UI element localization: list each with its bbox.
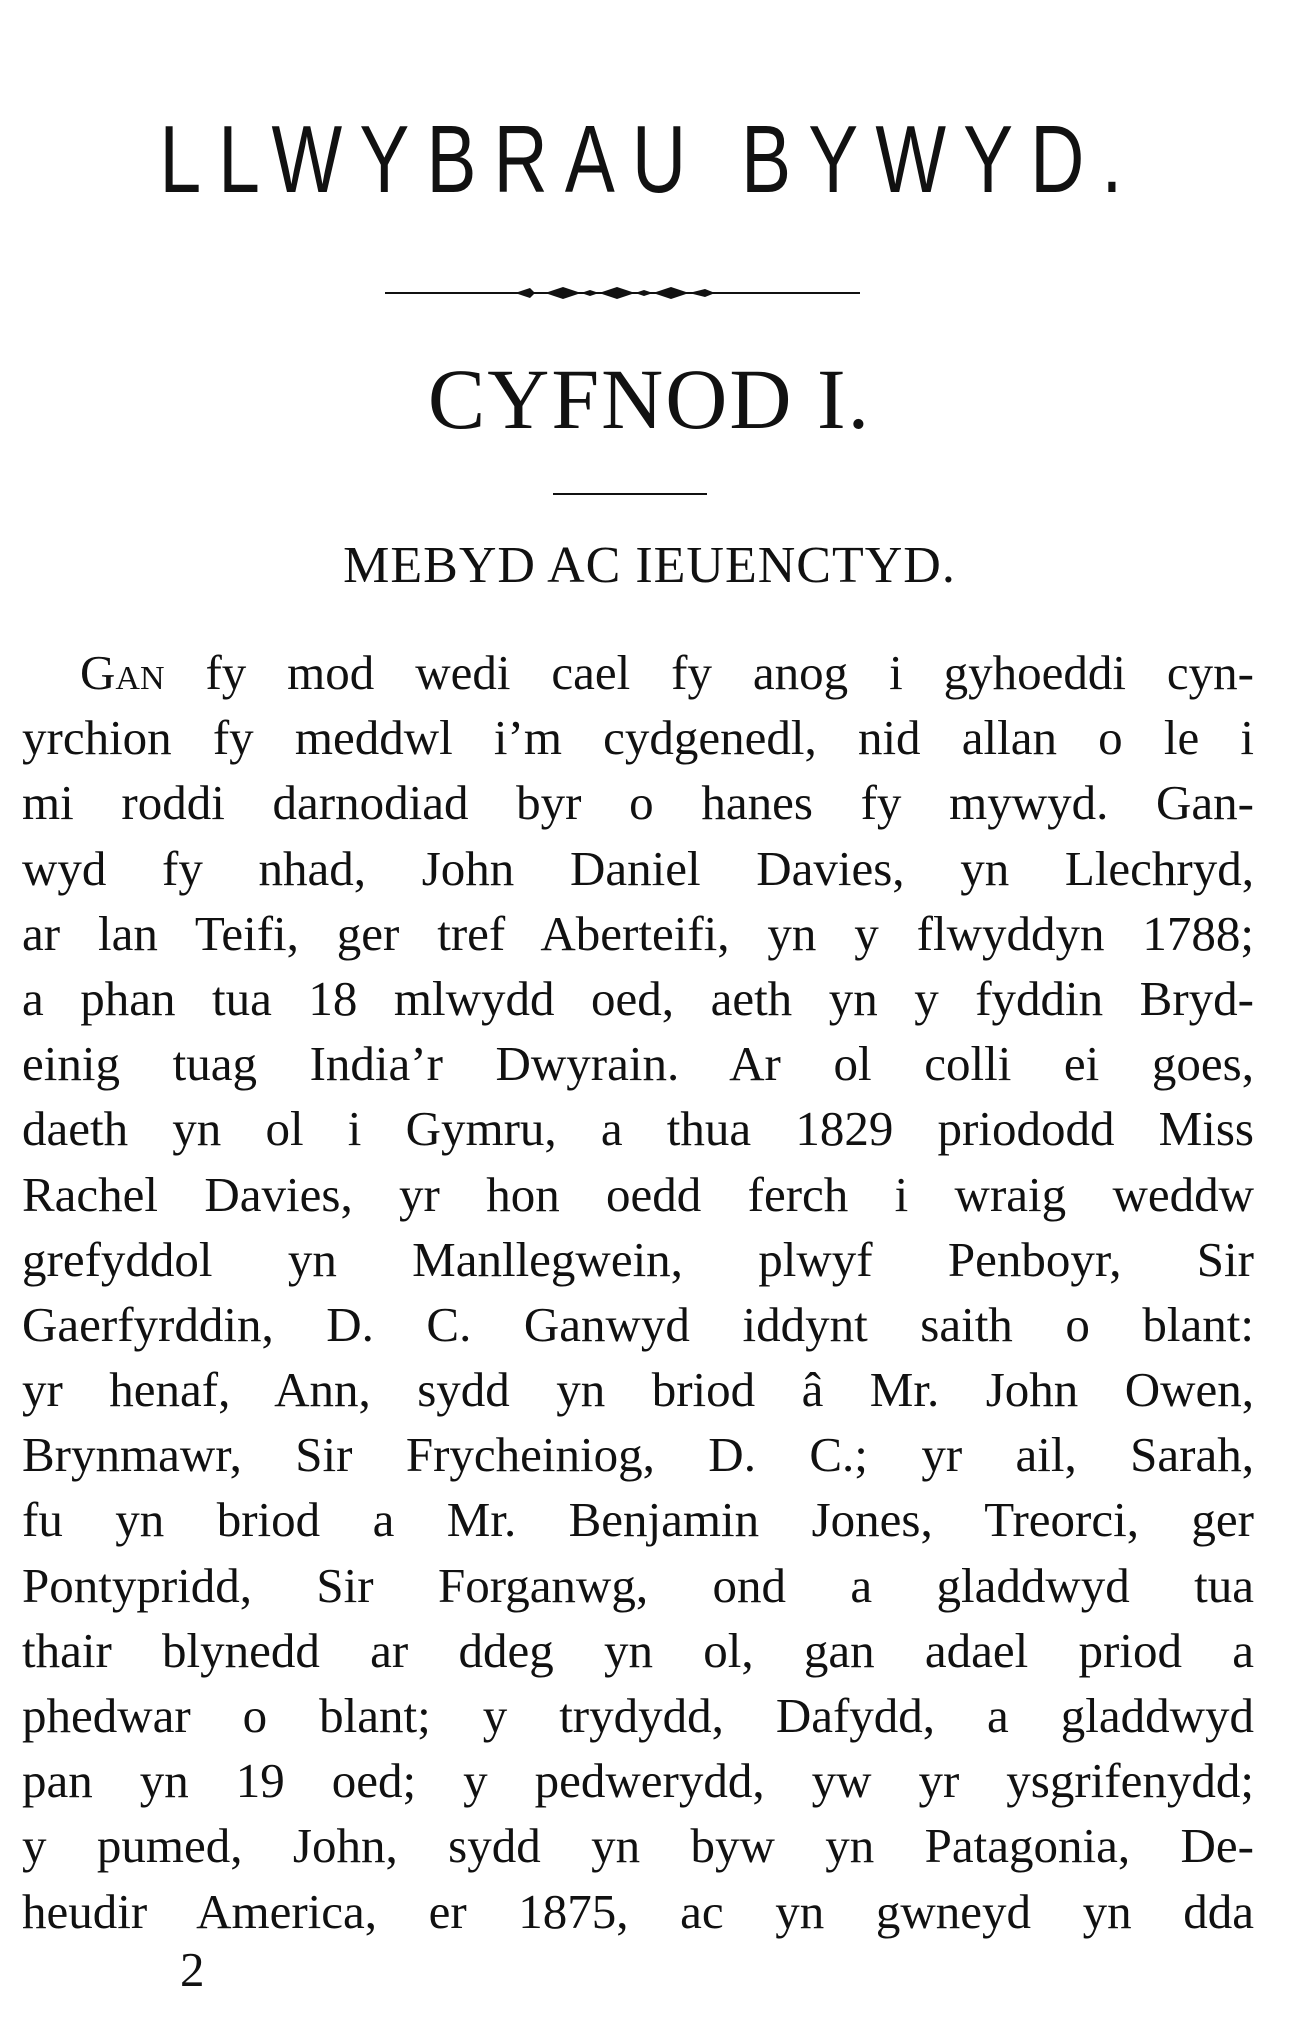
text-line: Gan fy mod wedi cael fy anog i gyhoeddi cyn- <box>80 645 1254 700</box>
text-line: wyd fy nhad, John Daniel Davies, yn Llechryd, <box>22 840 1254 896</box>
text-line: phedwar o blant; y trydydd, Dafydd, a gladdwyd <box>22 1688 1254 1743</box>
text-line: Brynmawr, Sir Frycheiniog, D. C.; yr ail, Sarah, <box>22 1427 1254 1483</box>
book-title: LLWYBRAU BYWYD. <box>159 106 1140 213</box>
text-line: fu yn briod a Mr. Benjamin Jones, Treorci, ger <box>22 1492 1254 1548</box>
text-line: a phan tua 18 mlwydd oed, aeth yn y fyddin Bryd- <box>22 970 1254 1026</box>
text-line: daeth yn ol i Gymru, a thua 1829 priododd Miss <box>22 1101 1254 1157</box>
text-line: thair blynedd ar ddeg yn ol, gan adael priod a <box>22 1622 1254 1678</box>
chapter-title: CYFNOD I. <box>427 351 872 447</box>
text-line: ar lan Teifi, ger tref Aberteifi, yn y flwyddyn 1788; <box>22 905 1254 961</box>
text-line: Rachel Davies, yr hon oedd ferch i wraig weddw <box>22 1166 1254 1222</box>
text-line: Gaerfyrddin, D. C. Ganwyd iddynt saith o blant: <box>22 1296 1254 1352</box>
section-rule <box>553 493 707 495</box>
text-line: grefyddol yn Manllegwein, plwyf Penboyr, Sir <box>22 1231 1254 1287</box>
page-number: 2 <box>180 1942 205 1997</box>
text-line: mi roddi darnodiad byr o hanes fy mywyd. Gan- <box>22 775 1254 831</box>
text-line: yrchion fy meddwl i’m cydgenedl, nid allan o le i <box>22 710 1254 766</box>
text-line: heudir America, er 1875, ac yn gwneyd yn dda <box>22 1883 1254 1939</box>
text-line: y pumed, John, sydd yn byw yn Patagonia, De- <box>22 1818 1254 1874</box>
text-line: yr henaf, Ann, sydd yn briod â Mr. John Owen, <box>22 1362 1254 1418</box>
drop-word: Gan <box>80 645 165 700</box>
body-text <box>22 640 1254 1944</box>
section-title: MEBYD AC IEUENCTYD. <box>343 537 956 594</box>
ornament-divider <box>385 276 860 310</box>
text-line: Pontypridd, Sir Forganwg, ond a gladdwyd tua <box>22 1557 1254 1613</box>
text-line: pan yn 19 oed; y pedwerydd, yw yr ysgrifenydd; <box>22 1753 1254 1809</box>
text-line: einig tuag India’r Dwyrain. Ar ol colli ei goes, <box>22 1036 1254 1092</box>
